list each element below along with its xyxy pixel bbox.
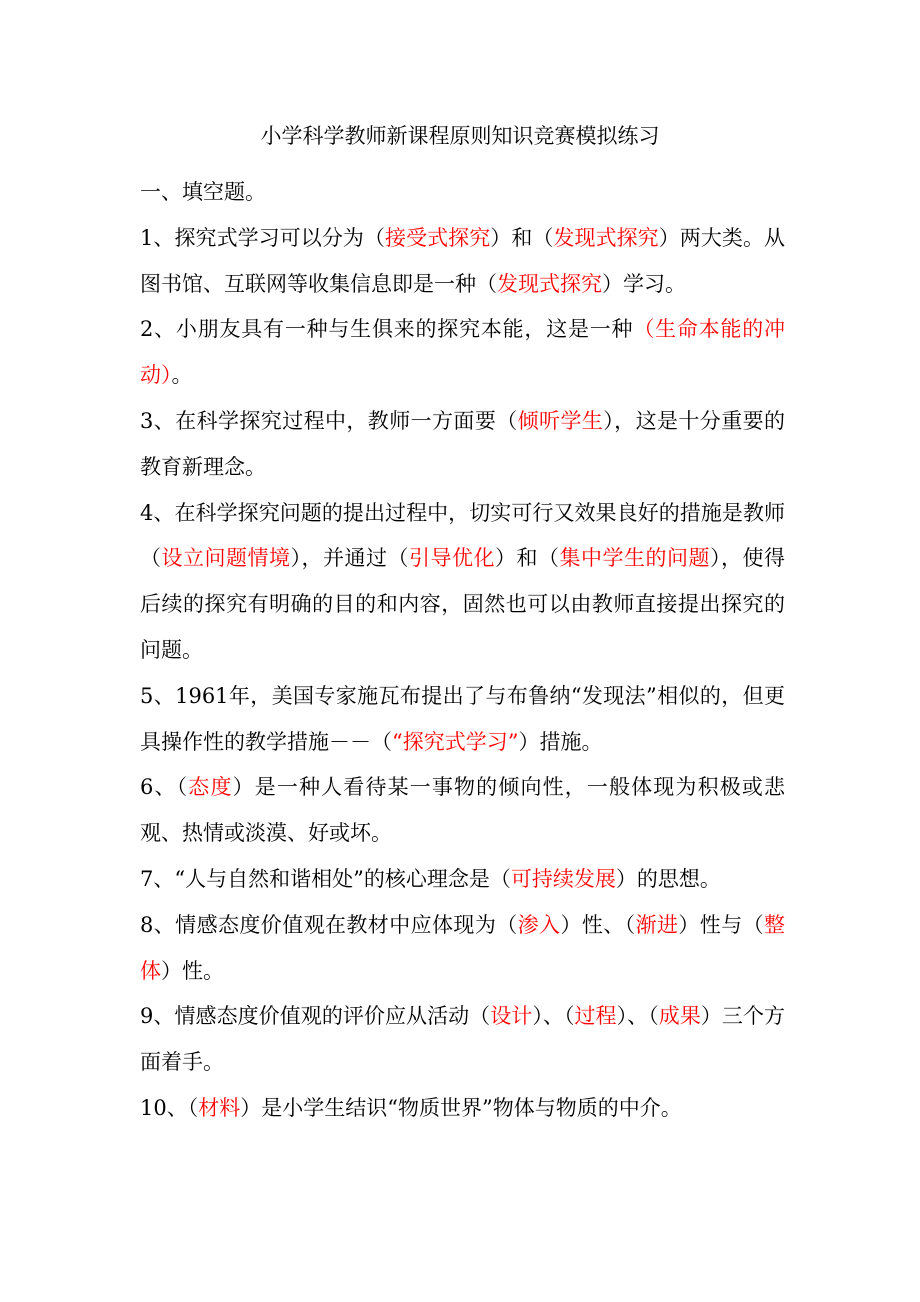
question-text: 3、在科学探究过程中，教师一方面要（	[140, 408, 518, 433]
question-text: ），这是十分重要的教育新理念。	[140, 408, 786, 479]
answer-text: 接受式探究	[385, 225, 491, 250]
question-item	[140, 674, 785, 766]
section-heading: 一、填空题。	[140, 180, 266, 204]
question-item	[140, 903, 785, 995]
answer-text: 可持续发展	[510, 866, 616, 891]
question-item	[140, 491, 785, 674]
answer-text: “探究式学习”	[392, 729, 519, 754]
question-text: ）两大类。从图书馆、互联网等收集信息即是一种（	[140, 225, 786, 296]
question-item	[140, 307, 785, 399]
question-text: ）是一种人看待某一事物的倾向性，一般体现为积极或悲观、热情或淡漠、好或坏。	[140, 775, 786, 846]
question-text: ）的思想。	[615, 866, 721, 891]
question-text: 8、情感态度价值观在教材中应体现为（	[140, 912, 518, 937]
answer-text: 过程	[574, 1004, 617, 1029]
answer-text: 引导优化	[409, 546, 495, 571]
question-text: ），使得后续的探究有明确的目的和内容，固然也可以由教师直接提出探究的问题。	[140, 546, 785, 662]
answer-text: 发现式探究	[553, 225, 659, 250]
question-text: 7、“人与自然和谐相处”的核心理念是（	[140, 866, 511, 891]
answer-text: 发现式探究	[497, 271, 602, 296]
answer-text: 设计	[490, 1004, 533, 1029]
question-item	[140, 994, 785, 1086]
answer-text: 渗入	[517, 912, 561, 937]
question-text: ）、（	[532, 1004, 575, 1029]
question-text: 5、1961年，美国专家施瓦布提出了与布鲁纳“发现法”相似的，但更具操作性的教学措施－－（	[140, 683, 785, 754]
page-title: 小学科学教师新课程原则知识竞赛模拟练习	[260, 124, 660, 148]
answer-text: 材料	[198, 1095, 241, 1120]
question-text: ）是小学生结识“物质世界”物体与物质的中介。	[240, 1095, 682, 1120]
answer-text: 渐进	[635, 912, 679, 937]
question-text: ）和（	[495, 546, 560, 571]
question-text: ）性、（	[560, 912, 636, 937]
question-text: ）性与（	[678, 912, 765, 937]
question-text: ）学习。	[602, 271, 686, 296]
question-text: 。	[171, 363, 193, 388]
question-text: 6、（	[140, 775, 189, 800]
question-text: 1、探究式学习可以分为（	[140, 225, 386, 250]
answer-text: 成果	[658, 1004, 701, 1029]
question-text: 9、情感态度价值观的评价应从活动（	[140, 1004, 491, 1029]
question-item	[140, 1086, 785, 1132]
answer-text: （生命本能的冲动）	[140, 317, 786, 388]
question-text: ）和（	[490, 225, 554, 250]
question-item	[140, 765, 785, 857]
question-item	[140, 399, 785, 491]
question-text: ）措施。	[518, 729, 603, 754]
question-text: ）三个方面着手。	[140, 1004, 786, 1075]
answer-text: 集中学生的问题	[559, 546, 710, 571]
answer-text: 设立问题情境	[161, 546, 291, 571]
question-text: 4、在科学探究问题的提出过程中，切实可行又效果良好的措施是教师（	[140, 500, 785, 571]
question-text: ）、（	[616, 1004, 659, 1029]
question-text: ）性。	[161, 958, 224, 983]
question-text: 2、小朋友具有一种与生俱来的探究本能，这是一种	[140, 317, 634, 342]
question-item	[140, 216, 785, 308]
question-text: ），并通过（	[290, 546, 409, 571]
question-list	[140, 216, 785, 1132]
document-body	[140, 170, 785, 1132]
answer-text: 态度	[188, 775, 233, 800]
answer-text: 倾听学生	[517, 408, 604, 433]
question-item	[140, 857, 785, 903]
question-text: 10、（	[140, 1095, 199, 1120]
answer-text: 整体	[140, 912, 786, 983]
